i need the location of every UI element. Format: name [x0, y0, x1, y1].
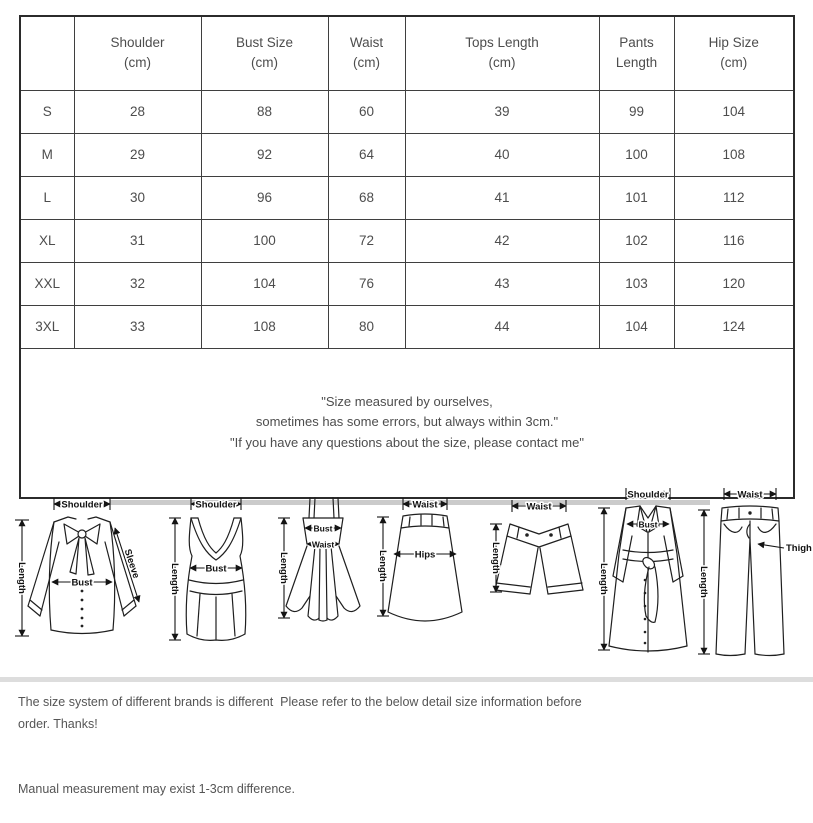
table-row-3xl	[20, 305, 794, 348]
coat-measure-diagram	[596, 484, 701, 676]
skirt-hips-label: Hips	[414, 549, 436, 561]
blouse-length-label: Length	[16, 562, 27, 594]
corner-cell	[20, 16, 74, 90]
footer-line-1: The size system of different brands is different Please refer to the below detail size information before order. Thanks!	[18, 694, 586, 731]
coat-length-label: Length	[598, 563, 609, 595]
col-header-shoulder	[74, 16, 201, 90]
blouse-shoulder-label: Shoulder	[61, 499, 103, 511]
cell-hip-size: 112	[674, 176, 794, 219]
cell-pants-length: 102	[599, 219, 674, 262]
cell-shoulder: 29	[74, 133, 201, 176]
col-header-bust	[201, 16, 328, 90]
cell-waist: 80	[328, 305, 405, 348]
size-label: XXL	[20, 262, 74, 305]
cell-shoulder: 30	[74, 176, 201, 219]
tank-top-bust-label: Bust	[205, 563, 227, 575]
cell-pants-length: 100	[599, 133, 674, 176]
size-label: S	[20, 90, 74, 133]
cell-tops-length: 44	[405, 305, 599, 348]
cell-tops-length: 40	[405, 133, 599, 176]
cell-waist: 60	[328, 90, 405, 133]
coat-bust-label: Bust	[638, 519, 658, 530]
table-row-l	[20, 176, 794, 219]
col-header-title: Shoulder	[110, 35, 165, 50]
cell-waist: 76	[328, 262, 405, 305]
cell-hip-size: 108	[674, 133, 794, 176]
col-header-unit: (cm)	[488, 55, 516, 71]
note-row	[20, 348, 794, 498]
cell-tops-length: 42	[405, 219, 599, 262]
col-header-title: Bust Size	[235, 35, 294, 50]
table-row-s	[20, 90, 794, 133]
col-header-tops-length	[405, 16, 599, 90]
header-row	[20, 16, 794, 90]
cell-pants-length: 104	[599, 305, 674, 348]
cell-tops-length: 43	[405, 262, 599, 305]
cell-hip-size: 124	[674, 305, 794, 348]
note-line-1: "Size measured by ourselves,	[321, 393, 493, 409]
pants-thigh-label: Thigh	[786, 543, 812, 554]
tank-top-drawing	[186, 518, 246, 640]
cell-shoulder: 31	[74, 219, 201, 262]
skirt-length-label: Length	[377, 550, 388, 582]
dress-length-label: Length	[278, 552, 289, 584]
cell-shoulder: 32	[74, 262, 201, 305]
size-chart	[19, 15, 795, 499]
cell-tops-length: 39	[405, 90, 599, 133]
size-chart-table	[19, 15, 795, 499]
table-row-xl	[20, 219, 794, 262]
cell-bust: 108	[201, 305, 328, 348]
col-header-unit: (cm)	[251, 55, 278, 71]
footer-line-2: Manual measurement may exist 1-3cm difference.	[18, 782, 295, 797]
cell-bust: 88	[201, 90, 328, 133]
cell-waist: 72	[328, 219, 405, 262]
cell-pants-length: 103	[599, 262, 674, 305]
cell-waist: 64	[328, 133, 405, 176]
col-header-title: Pants Length	[615, 35, 658, 71]
col-header-unit: (cm)	[720, 55, 748, 71]
col-header-waist	[328, 16, 405, 90]
note-line-3: "If you have any questions about the size, please contact me"	[230, 435, 584, 451]
col-header-pants-length	[599, 16, 674, 90]
pants-waist-label: Waist	[737, 489, 763, 501]
table-row-xxl	[20, 262, 794, 305]
size-label: L	[20, 176, 74, 219]
cell-shoulder: 28	[74, 90, 201, 133]
coat-shoulder-label: Shoulder	[627, 489, 669, 501]
tank-top-length-label: Length	[169, 563, 180, 595]
footer-note	[18, 648, 593, 823]
col-header-unit: (cm)	[124, 55, 151, 71]
skirt-waist-label: Waist	[412, 499, 438, 511]
pants-length-label: Length	[698, 566, 709, 598]
cell-pants-length: 99	[599, 90, 674, 133]
measurement-note	[20, 348, 794, 498]
col-header-hip-size	[674, 16, 794, 90]
cell-tops-length: 41	[405, 176, 599, 219]
shorts-length-label: Length	[490, 542, 501, 574]
cell-shoulder: 33	[74, 305, 201, 348]
cell-hip-size: 120	[674, 262, 794, 305]
cell-bust: 104	[201, 262, 328, 305]
dress-drawing	[286, 498, 360, 621]
col-header-title: Waist	[349, 35, 384, 50]
skirt-drawing	[388, 514, 462, 621]
col-header-unit: (cm)	[353, 55, 380, 71]
pants-drawing	[716, 506, 784, 656]
pants-measure-diagram	[690, 484, 813, 676]
dress-bust-label: Bust	[313, 523, 333, 534]
size-label: M	[20, 133, 74, 176]
col-header-title: Tops Length	[465, 35, 539, 50]
blouse-drawing	[28, 517, 136, 634]
size-label: XL	[20, 219, 74, 262]
col-header-title: Hip Size	[708, 35, 759, 50]
cell-hip-size: 104	[674, 90, 794, 133]
shorts-waist-label: Waist	[526, 501, 552, 513]
cell-bust: 100	[201, 219, 328, 262]
shorts-drawing	[495, 524, 583, 594]
blouse-bust-label: Bust	[71, 577, 93, 589]
cell-bust: 96	[201, 176, 328, 219]
table-row-m	[20, 133, 794, 176]
blouse-sleeve-label: Sleeve	[121, 547, 142, 580]
cell-hip-size: 116	[674, 219, 794, 262]
note-line-2: sometimes has some errors, but always within 3cm."	[255, 414, 559, 430]
cell-bust: 92	[201, 133, 328, 176]
size-label: 3XL	[20, 305, 74, 348]
dress-waist-label: Waist	[311, 539, 335, 550]
cell-pants-length: 101	[599, 176, 674, 219]
tank-top-shoulder-label: Shoulder	[195, 499, 237, 511]
cell-waist: 68	[328, 176, 405, 219]
